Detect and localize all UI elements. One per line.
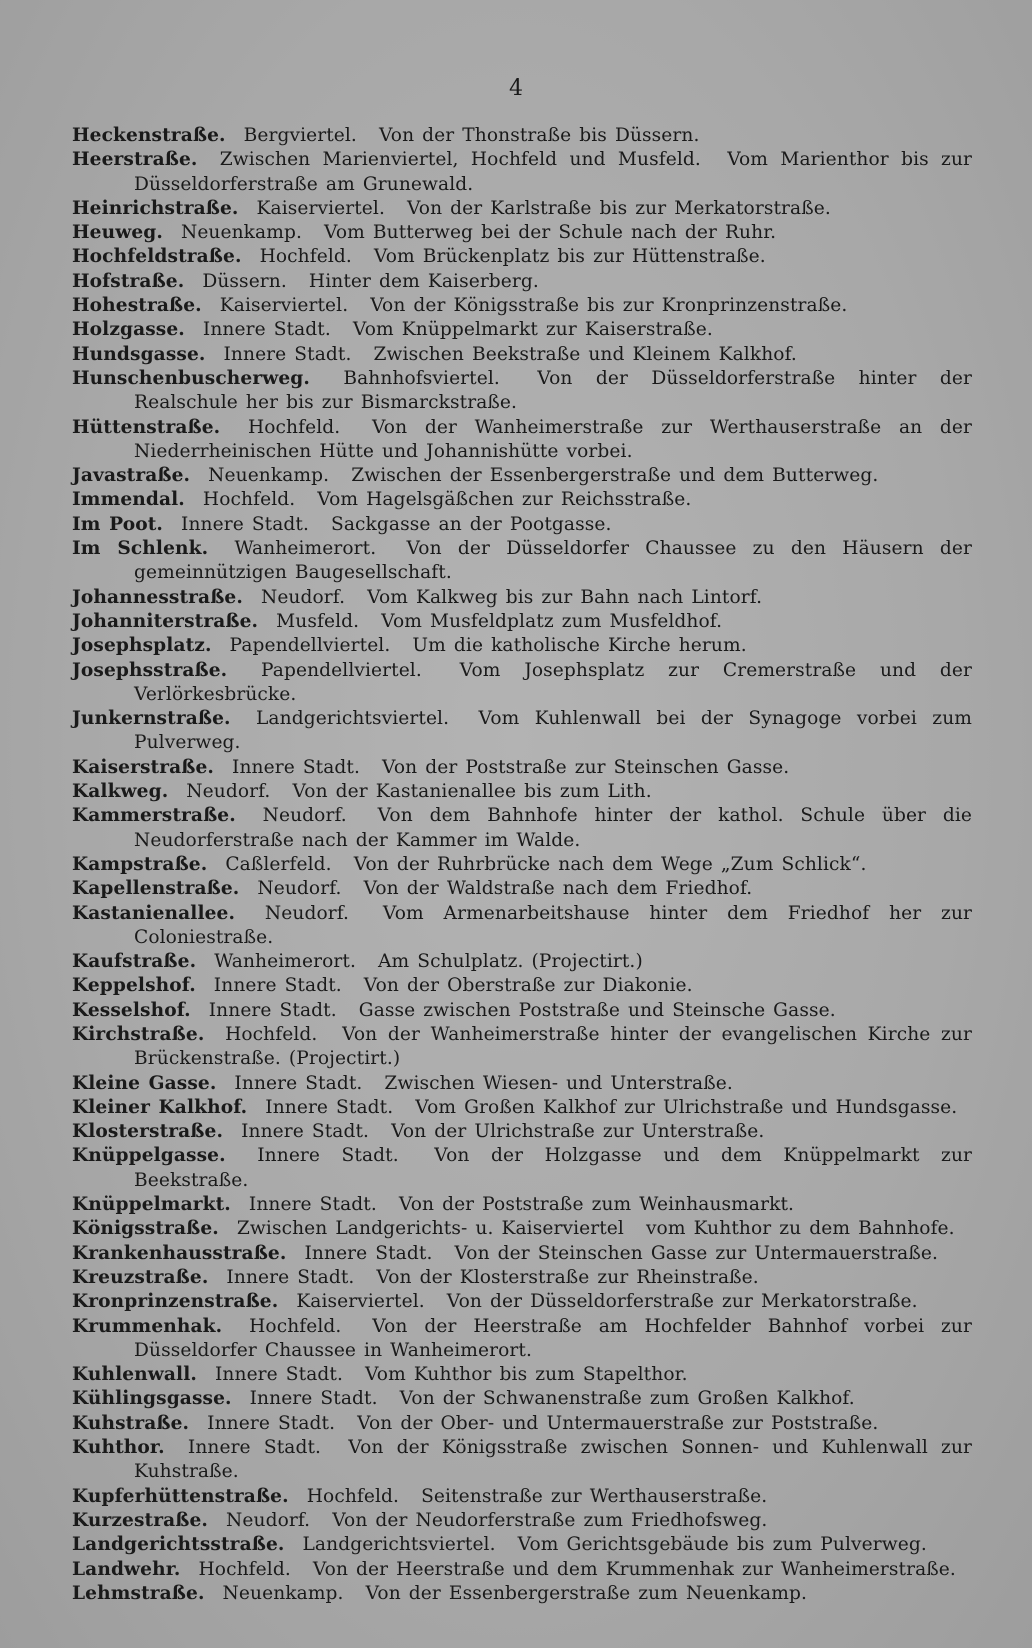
street-name: Keppelshof. [72, 975, 196, 997]
street-name: Kesselshof. [72, 999, 191, 1021]
street-entry [72, 343, 972, 367]
street-name: Kalkweg. [72, 781, 169, 803]
street-description: Von dem Bahnhofe hinter der kathol. Schule über die Neudorferstraße nach der Kammer im Walde. [134, 805, 972, 851]
street-description: vom Kuhthor zu dem Bahnhofe. [645, 1218, 955, 1240]
street-name: Heuweg. [72, 222, 163, 244]
district-name: Innere Stadt. [187, 1437, 322, 1459]
street-name: Holzgasse. [72, 319, 185, 341]
district-name: Innere Stadt. [234, 1072, 363, 1094]
street-entry [72, 1533, 972, 1557]
street-name: Heckenstraße. [72, 125, 226, 146]
district-name: Zwischen Landgerichts- u. Kaiserviertel [236, 1218, 624, 1240]
street-description: Um die katholische Kirche herum. [412, 635, 747, 657]
district-name: Landgerichtsviertel. [302, 1534, 496, 1556]
district-name: Kaiserviertel. [296, 1291, 425, 1313]
district-name: Neuenkamp. [208, 465, 330, 487]
street-entry [72, 318, 972, 342]
street-name: Josephsstraße. [72, 659, 228, 681]
street-description: Von der Heerstraße und dem Krummenhak zur Wanheimerstraße. [312, 1558, 956, 1580]
street-name: Krummenhak. [72, 1315, 223, 1337]
street-name: Kupferhüttenstraße. [72, 1485, 289, 1507]
street-name: Knüppelmarkt. [72, 1194, 231, 1216]
district-name: Bahnhofsviertel. [343, 367, 500, 389]
street-entry [72, 464, 972, 488]
district-name: Neuenkamp. [222, 1582, 344, 1604]
street-entry [72, 245, 972, 269]
street-entry [72, 1509, 972, 1533]
street-description: Von der Heerstraße am Hochfelder Bahnhof vorbei zur Düsseldorfer Chaussee in Wanheimerort. [134, 1315, 972, 1361]
street-description: Am Schulplatz. (Projectirt.) [377, 951, 643, 973]
street-name: Im Poot. [72, 513, 163, 535]
street-entry [72, 221, 972, 245]
street-entry [72, 1266, 972, 1290]
street-name: Im Schlenk. [72, 538, 209, 560]
district-name: Wanheimerort. [234, 538, 377, 560]
district-name: Neuenkamp. [180, 222, 302, 244]
street-description: Vom Armenarbeitshause hinter dem Friedhof her zur Coloniestraße. [134, 902, 973, 948]
street-description: Sackgasse an der Pootgasse. [331, 513, 612, 535]
street-description: Von der Karlstraße bis zur Merkatorstraße. [406, 197, 831, 219]
street-name: Kaiserstraße. [72, 756, 214, 778]
street-description: Von der Ulrichstraße zur Unterstraße. [391, 1121, 765, 1143]
street-description: Vom Kuhthor bis zum Stapelthor. [364, 1364, 688, 1386]
street-name: Junkernstraße. [72, 708, 231, 730]
street-entry [72, 877, 972, 901]
street-name: Königsstraße. [72, 1218, 219, 1240]
street-description: Von der Düsseldorferstraße hinter der Realschule her bis zur Bismarckstraße. [134, 367, 972, 414]
district-name: Innere Stadt. [265, 1096, 394, 1118]
street-description: Von der Ober- und Untermauerstraße zur Poststraße. [357, 1412, 879, 1434]
street-description: Vom Musfeldplatz zum Musfeldhof. [381, 610, 723, 632]
street-description: Von der Schwanenstraße zum Großen Kalkhof. [399, 1388, 855, 1410]
street-entry [72, 756, 972, 780]
street-entry [72, 513, 972, 537]
street-entry [72, 586, 972, 610]
district-name: Hochfeld. [202, 489, 296, 511]
street-entry [72, 659, 972, 708]
street-entry [72, 537, 972, 586]
street-name: Kirchstraße. [72, 1023, 205, 1045]
street-entry [72, 1412, 972, 1436]
street-description: Von der Kastanienallee bis zum Lith. [292, 781, 652, 803]
district-name: Innere Stadt. [257, 1145, 399, 1167]
street-entry [72, 974, 972, 998]
street-name: Immendal. [72, 489, 185, 511]
district-name: Innere Stadt. [226, 1266, 355, 1288]
district-name: Bergviertel. [243, 125, 357, 146]
street-entry [72, 1558, 972, 1582]
district-name: Musfeld. [276, 610, 360, 632]
street-name: Kurzestraße. [72, 1509, 208, 1531]
street-description: Zwischen der Essenbergerstraße und dem Butterweg. [351, 465, 879, 487]
street-description: Vom Kalkweg bis zur Bahn nach Lintorf. [367, 586, 763, 608]
street-entry [72, 1217, 972, 1241]
district-name: Neudorf. [257, 878, 342, 900]
street-description: Von der Neudorferstraße zum Friedhofsweg. [332, 1509, 768, 1531]
street-name: Kaufstraße. [72, 951, 197, 973]
district-name: Innere Stadt. [213, 975, 342, 997]
street-name: Kammerstraße. [72, 805, 236, 827]
street-name: Kastanienallee. [72, 902, 236, 924]
district-name: Innere Stadt. [202, 319, 331, 341]
street-description: Von der Thonstraße bis Düssern. [378, 125, 700, 146]
street-description: Hinter dem Kaiserberg. [308, 270, 539, 292]
street-description: Von der Düsseldorfer Chaussee zu den Häusern der gemeinnützigen Baugesellschaft. [134, 538, 972, 584]
district-name: Kaiserviertel. [256, 197, 385, 219]
street-entry [72, 1144, 972, 1193]
street-description: Von der Oberstraße zur Diakonie. [363, 975, 693, 997]
street-entry [72, 1193, 972, 1217]
street-description: Vom Josephsplatz zur Cremerstraße und der Verlörkesbrücke. [134, 659, 972, 705]
district-name: Neudorf. [264, 902, 350, 924]
street-entry [72, 1023, 972, 1072]
street-description: Gasse zwischen Poststraße und Steinsche Gasse. [358, 999, 836, 1021]
street-name: Kuhstraße. [72, 1412, 190, 1434]
street-description: Von der Wanheimerstraße hinter der evangelischen Kirche zur Brückenstraße. (Projectirt.) [134, 1023, 972, 1070]
street-description: Vom Brückenplatz bis zur Hüttenstraße. [373, 246, 766, 268]
street-description: Seitenstraße zur Werthauserstraße. [421, 1485, 768, 1507]
street-entry [72, 853, 972, 877]
district-name: Neudorf. [262, 805, 347, 827]
district-name: Wanheimerort. [214, 951, 356, 973]
street-description: Von der Poststraße zur Steinschen Gasse. [382, 756, 790, 778]
district-name: Hochfeld. [225, 1023, 318, 1045]
street-name: Hofstraße. [72, 270, 185, 292]
district-name: Neudorf. [186, 781, 271, 803]
district-name: Landgerichtsviertel. [255, 708, 450, 730]
district-name: Innere Stadt. [232, 756, 360, 778]
street-entry [72, 197, 972, 221]
street-name: Johannesstraße. [72, 586, 243, 608]
street-description: Vom Großen Kalkhof zur Ulrichstraße und Hundsgasse. [415, 1096, 958, 1118]
district-name: Hochfeld. [259, 246, 352, 268]
street-entry [72, 780, 972, 804]
street-name: Lehmstraße. [72, 1582, 205, 1604]
street-name: Krankenhausstraße. [72, 1242, 287, 1264]
street-entry [72, 1582, 972, 1606]
street-name: Kuhthor. [72, 1437, 165, 1459]
street-description: Von der Königsstraße bis zur Kronprinzenstraße. [370, 295, 848, 317]
street-name: Heinrichstraße. [72, 197, 239, 219]
street-name: Landwehr. [72, 1558, 181, 1580]
district-name: Düssern. [202, 270, 287, 292]
street-entry [72, 1387, 972, 1411]
street-entry [72, 950, 972, 974]
street-name: Kleine Gasse. [72, 1072, 217, 1094]
street-description: Von der Klosterstraße zur Rheinstraße. [376, 1266, 759, 1288]
district-name: Innere Stadt. [241, 1121, 370, 1143]
district-name: Innere Stadt. [208, 999, 337, 1021]
street-name: Johanniterstraße. [72, 610, 259, 632]
street-name: Kampstraße. [72, 853, 208, 875]
street-name: Landgerichtsstraße. [72, 1534, 285, 1556]
street-name: Kleiner Kalkhof. [72, 1096, 248, 1118]
street-entry [72, 488, 972, 512]
street-entry [72, 707, 972, 756]
street-description: Vom Kuhlenwall bei der Synagoge vorbei zum Pulverweg. [134, 708, 972, 754]
street-description: Von der Poststraße zum Weinhausmarkt. [398, 1194, 795, 1216]
street-entry [72, 294, 972, 318]
street-name: Klosterstraße. [72, 1121, 224, 1143]
district-name: Innere Stadt. [248, 1194, 377, 1216]
street-entry [72, 999, 972, 1023]
district-name: Innere Stadt. [223, 343, 352, 365]
street-name: Javastraße. [72, 465, 191, 487]
street-name: Hochfeldstraße. [72, 246, 242, 268]
street-entry [72, 1436, 972, 1485]
district-name: Hochfeld. [306, 1485, 400, 1507]
street-entry [72, 1072, 972, 1096]
street-description: Von der Ruhrbrücke nach dem Wege „Zum Schlick“. [353, 853, 867, 875]
street-description: Vom Gerichtsgebäude bis zum Pulverweg. [517, 1534, 927, 1556]
district-name: Papendellviertel. [261, 659, 422, 681]
street-name: Heerstraße. [72, 149, 198, 171]
street-description: Von der Wanheimerstraße zur Werthauserstraße an der Niederrheinischen Hütte und Johannishütte vorbei. [134, 416, 972, 462]
street-description: Von der Düsseldorferstraße zur Merkatorstraße. [446, 1291, 918, 1313]
district-name: Caßlerfeld. [225, 853, 332, 875]
street-name: Kapellenstraße. [72, 878, 240, 900]
street-name: Kühlingsgasse. [72, 1388, 232, 1410]
street-name: Kreuzstraße. [72, 1266, 209, 1288]
district-name: Innere Stadt. [304, 1242, 433, 1264]
district-name: Neudorf. [260, 586, 346, 608]
street-entry [72, 1242, 972, 1266]
street-name: Kuhlenwall. [72, 1364, 197, 1386]
district-name: Kaiserviertel. [219, 295, 349, 317]
street-entry [72, 1290, 972, 1314]
street-description: Von der Königsstraße zwischen Sonnen- und Kuhlenwall zur Kuhstraße. [134, 1437, 973, 1483]
street-description: Von der Essenbergerstraße zum Neuenkamp. [365, 1582, 807, 1604]
street-entry [72, 367, 972, 416]
street-entry [72, 148, 972, 197]
street-entry [72, 416, 972, 465]
street-description: Vom Marienthor bis zur Düsseldorferstraße am Grunewald. [134, 149, 973, 195]
street-entry [72, 804, 972, 853]
street-name: Knüppelgasse. [72, 1145, 226, 1167]
street-name: Kronprinzenstraße. [72, 1291, 279, 1313]
street-entry [72, 902, 972, 951]
street-description: Zwischen Beekstraße und Kleinem Kalkhof. [373, 343, 797, 365]
street-name: Hunschenbuscherweg. [72, 367, 310, 389]
page-number: 4 [509, 76, 523, 101]
street-description: Vom Hagelsgäßchen zur Reichsstraße. [317, 489, 692, 511]
street-description: Zwischen Wiesen- und Unterstraße. [384, 1072, 733, 1094]
street-entry [72, 1485, 972, 1509]
street-name: Josephsplatz. [72, 635, 212, 657]
street-directory-list [72, 124, 972, 1606]
street-name: Hohestraße. [72, 295, 202, 317]
district-name: Innere Stadt. [207, 1412, 336, 1434]
street-entry [72, 1363, 972, 1387]
street-entry [72, 1120, 972, 1144]
district-name: Neudorf. [226, 1509, 311, 1531]
street-entry [72, 610, 972, 634]
district-name: Hochfeld. [247, 416, 341, 438]
street-entry [72, 1315, 972, 1364]
street-description: Vom Butterweg bei der Schule nach der Ruhr. [324, 222, 777, 244]
street-entry [72, 1096, 972, 1120]
district-name: Papendellviertel. [229, 635, 391, 657]
street-entry [72, 270, 972, 294]
street-description: Vom Knüppelmarkt zur Kaiserstraße. [352, 319, 713, 341]
district-name: Hochfeld. [198, 1558, 291, 1580]
street-description: Von der Holzgasse und dem Knüppelmarkt zur Beekstraße. [134, 1145, 973, 1191]
street-description: Von der Waldstraße nach dem Friedhof. [363, 878, 753, 900]
district-name: Innere Stadt. [249, 1388, 378, 1410]
district-name: Zwischen Marienviertel, Hochfeld und Musfeld. [219, 149, 701, 171]
street-entry [72, 124, 972, 148]
district-name: Innere Stadt. [214, 1364, 343, 1386]
district-name: Hochfeld. [249, 1315, 342, 1337]
district-name: Innere Stadt. [181, 513, 309, 535]
street-description: Von der Steinschen Gasse zur Untermauerstraße. [454, 1242, 938, 1264]
street-name: Hundsgasse. [72, 343, 206, 365]
street-name: Hüttenstraße. [72, 416, 221, 438]
street-entry [72, 634, 972, 658]
